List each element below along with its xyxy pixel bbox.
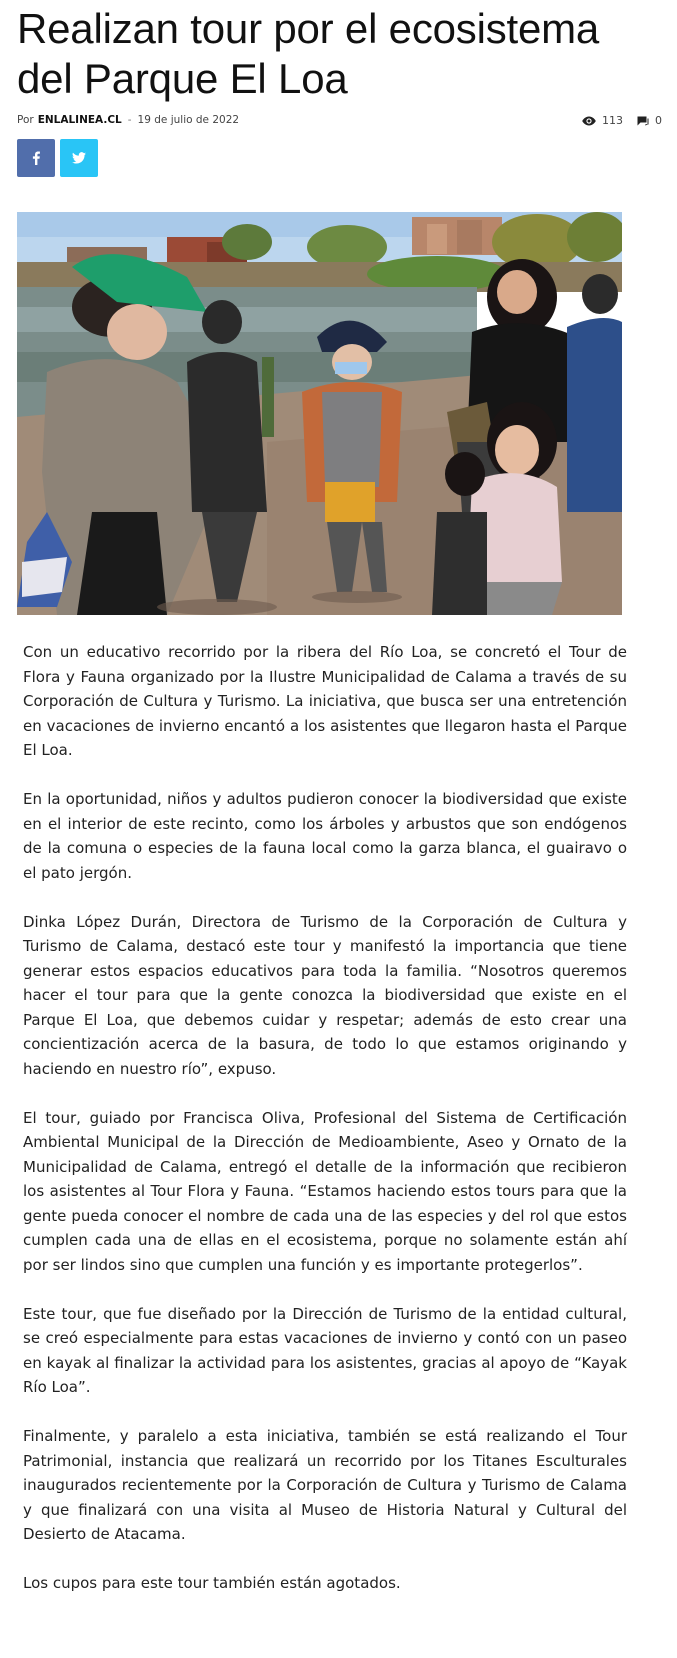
tour-photo-illustration [17, 212, 622, 615]
article-title: Realizan tour por el ecosistema del Parque El Loa [17, 5, 600, 102]
article-paragraph: En la oportunidad, niños y adultos pudieron conocer la biodiversidad que existe en el interior de este recinto, como los árboles y arbustos que son endógenos de la comuna o especies de la fauna local como la garza blanca, el guairavo o el pato jergón. [23, 790, 627, 882]
article-photo [17, 212, 622, 615]
twitter-icon [72, 152, 86, 164]
facebook-icon [31, 151, 41, 165]
comments-count: 0 [655, 114, 662, 127]
views-counter [582, 114, 623, 127]
author-link[interactable]: ENLALINEA.CL [37, 114, 122, 126]
article-paragraph: Finalmente, y paralelo a esta iniciativa, también se está realizando el Tour Patrimonial, instancia que realizará un recorrido por los Titanes Esculturales inaugurados recientemente por la Corporación de Cultura y Turismo de Calama y que finalizará con una visita al Museo de Historia Natural y Cultural del Desierto de Atacama. [23, 1427, 627, 1543]
views-count: 113 [602, 114, 623, 127]
article-paragraph: El tour, guiado por Francisca Oliva, Profesional del Sistema de Certificación Ambiental Municipal de la Dirección de Medioambiente, Aseo y Ornato de la Municipalidad de Calama, entregó el detalle de la información que recibieron los asistentes al Tour Flora y Fauna. “Estamos haciendo estos tours para que la gente pueda conocer el nombre de cada una de las especies y del rol que estos cumplen cada una de ellas en el ecosistema, porque no solamente están ahí por ser lindos sino que cumplen una función y es importante protegerlos”. [23, 1108, 627, 1274]
article-meta [17, 114, 662, 130]
article-paragraph: Con un educativo recorrido por la ribera del Río Loa, se concretó el Tour de Flora y Fauna organizado por la Ilustre Municipalidad de Calama a través de su Corporación de Cultura y Turismo. La iniciativa, que busca ser una entretención en vacaciones de invierno encantó a los asistentes que llegaron hasta el Parque El Loa. [23, 643, 627, 759]
meta-separator: - [127, 114, 132, 126]
article-paragraph: Este tour, que fue diseñado por la Dirección de Turismo de la entidad cultural, se creó especialmente para estas vacaciones de invierno y contó con un paseo en kayak al finalizar la actividad para los asistentes, gracias al apoyo de “Kayak Río Loa”. [23, 1304, 627, 1396]
eye-icon [582, 116, 596, 126]
share-twitter-button[interactable] [60, 139, 98, 177]
share-facebook-button[interactable] [17, 139, 55, 177]
article-stats [568, 114, 662, 127]
article-paragraph: Los cupos para este tour también están agotados. [23, 1574, 401, 1592]
comment-icon [637, 116, 649, 126]
article-paragraph: Dinka López Durán, Directora de Turismo de la Corporación de Cultura y Turismo de Calama, destacó este tour y manifestó la importancia que tiene generar estos espacios educativos para toda la familia. “Nosotros queremos hacer el tour para que la gente conozca la biodiversidad que existe en el Parque El Loa, que debemos cuidar y respetar; además de esto crear una concientización acerca de la basura, de todo lo que estamos originando y haciendo en nuestro río”, expuso. [23, 912, 627, 1078]
publish-date: 19 de julio de 2022 [137, 114, 240, 126]
comments-counter[interactable] [637, 114, 662, 127]
article-body [23, 640, 627, 1620]
by-label: Por [17, 114, 34, 126]
